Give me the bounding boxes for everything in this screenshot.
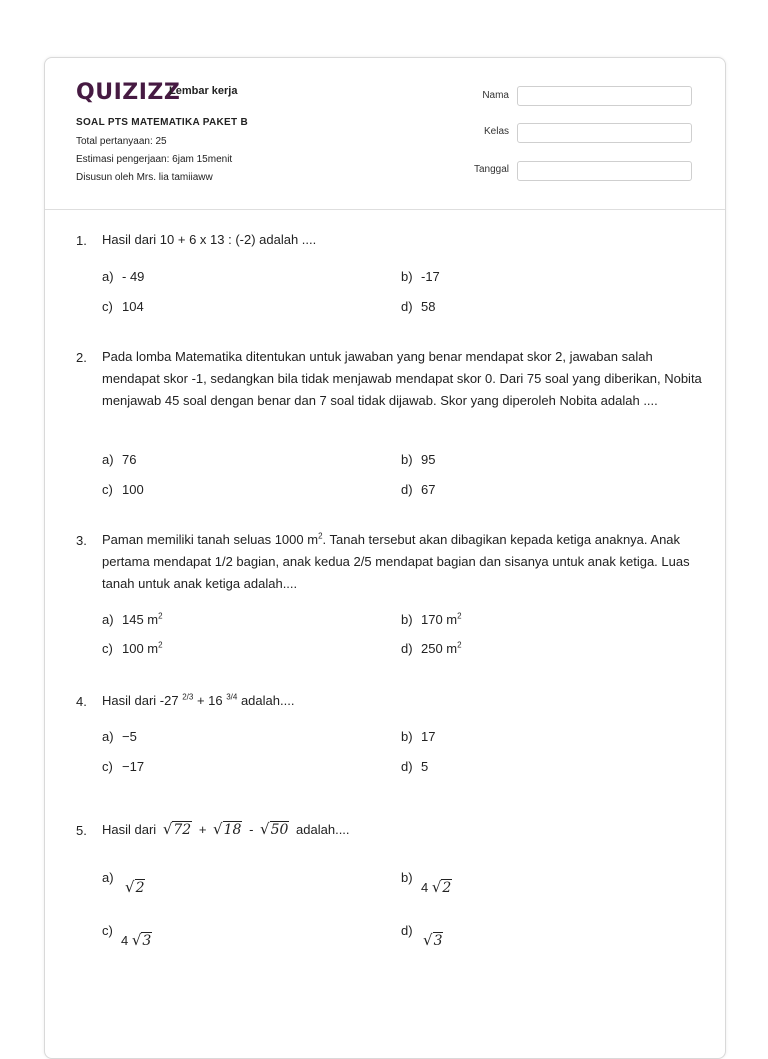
option-c: c) 104 (102, 299, 144, 314)
option-d: d) 67 (401, 482, 436, 497)
date-label: Tanggal (473, 164, 509, 175)
option-d-label: d) (401, 923, 413, 938)
date-field[interactable] (517, 161, 692, 181)
option-a: √2 (125, 878, 145, 896)
option-d: d) 250 $m^2$ (401, 640, 462, 656)
option-b: b) 17 (401, 729, 436, 744)
name-label: Nama (482, 90, 509, 101)
option-a: a) −5 (102, 729, 137, 744)
sqrt-expression: √18 (213, 820, 242, 838)
question-text: Hasil dari √72 + √18 - √50 adalah.... (102, 820, 350, 838)
option-a: a) 76 (102, 452, 137, 467)
option-d: d) 5 (401, 759, 429, 774)
option-a: a) 145 $m^2$ (102, 611, 163, 627)
worksheet-header (45, 58, 725, 210)
author: Disusun oleh Mrs. lia tamiiaww (76, 172, 213, 183)
question-number: 1. (76, 233, 87, 248)
option-d: d) 58 (401, 299, 436, 314)
question-text: Hasil dari -27 $^{2/3}$ + 16 $^{3/4}$ adalah.... (102, 692, 295, 708)
option-c: c) 100 (102, 482, 144, 497)
question-number: 2. (76, 350, 87, 365)
option-b: b) 95 (401, 452, 436, 467)
class-field[interactable] (517, 123, 692, 143)
option-c: c) 100 $m^2$ (102, 640, 163, 656)
sqrt-expression: √72 (162, 820, 192, 838)
class-label: Kelas (483, 126, 509, 137)
question-text: Paman memiliki tanah seluas 1000 $m^2$. Tanah tersebut akan dibagikan kepada ketiga anaknya. Anak pertama mendapat 1/2 bagian, anak kedua 2/5 mendapat bagian dan sisanya untuk anak ketiga. Luas tanah untuk anak ketiga adalah.... (102, 531, 690, 591)
option-b: b) -17 (401, 269, 440, 284)
option-c: c) −17 (102, 759, 145, 774)
total-questions: Total pertanyaan: 25 (76, 136, 167, 147)
option-b: b) 170 $m^2$ (401, 611, 462, 627)
option-d: √3 (423, 931, 443, 949)
worksheet (44, 57, 726, 1059)
sqrt-expression: √50 (260, 820, 289, 838)
name-field[interactable] (517, 86, 692, 106)
sheet-label: Lembar kerja (169, 85, 238, 97)
question-number: 3. (76, 533, 87, 548)
option-c: 4 √3 (121, 931, 152, 949)
option-b: 4 √2 (421, 878, 452, 896)
option-b-label: b) (401, 870, 413, 885)
estimated-time: Estimasi pengerjaan: 6jam 15menit (76, 154, 233, 165)
option-c-label: c) (102, 923, 113, 938)
quizizz-logo: QUIZIZZ (76, 80, 181, 105)
question-number: 4. (76, 694, 87, 709)
quiz-title: SOAL PTS MATEMATIKA PAKET B (76, 117, 248, 128)
option-a-label: a) (102, 870, 114, 885)
question-text: Hasil dari 10 + 6 x 13 : (-2) adalah .... (102, 232, 317, 247)
option-a: a) - 49 (102, 269, 145, 284)
question-number: 5. (76, 823, 87, 838)
question-text: Pada lomba Matematika ditentukan untuk jawaban yang benar mendapat skor 2, jawaban salah mendapat skor -1, sedangkan bila tidak menjawab mendapat skor 0. Dari 75 soal yang diberikan, Nobita menjawab 45 soal dengan benar dan 7 soal tidak dijawab. Skor yang diperoleh Nobita adalah .... (102, 349, 702, 408)
